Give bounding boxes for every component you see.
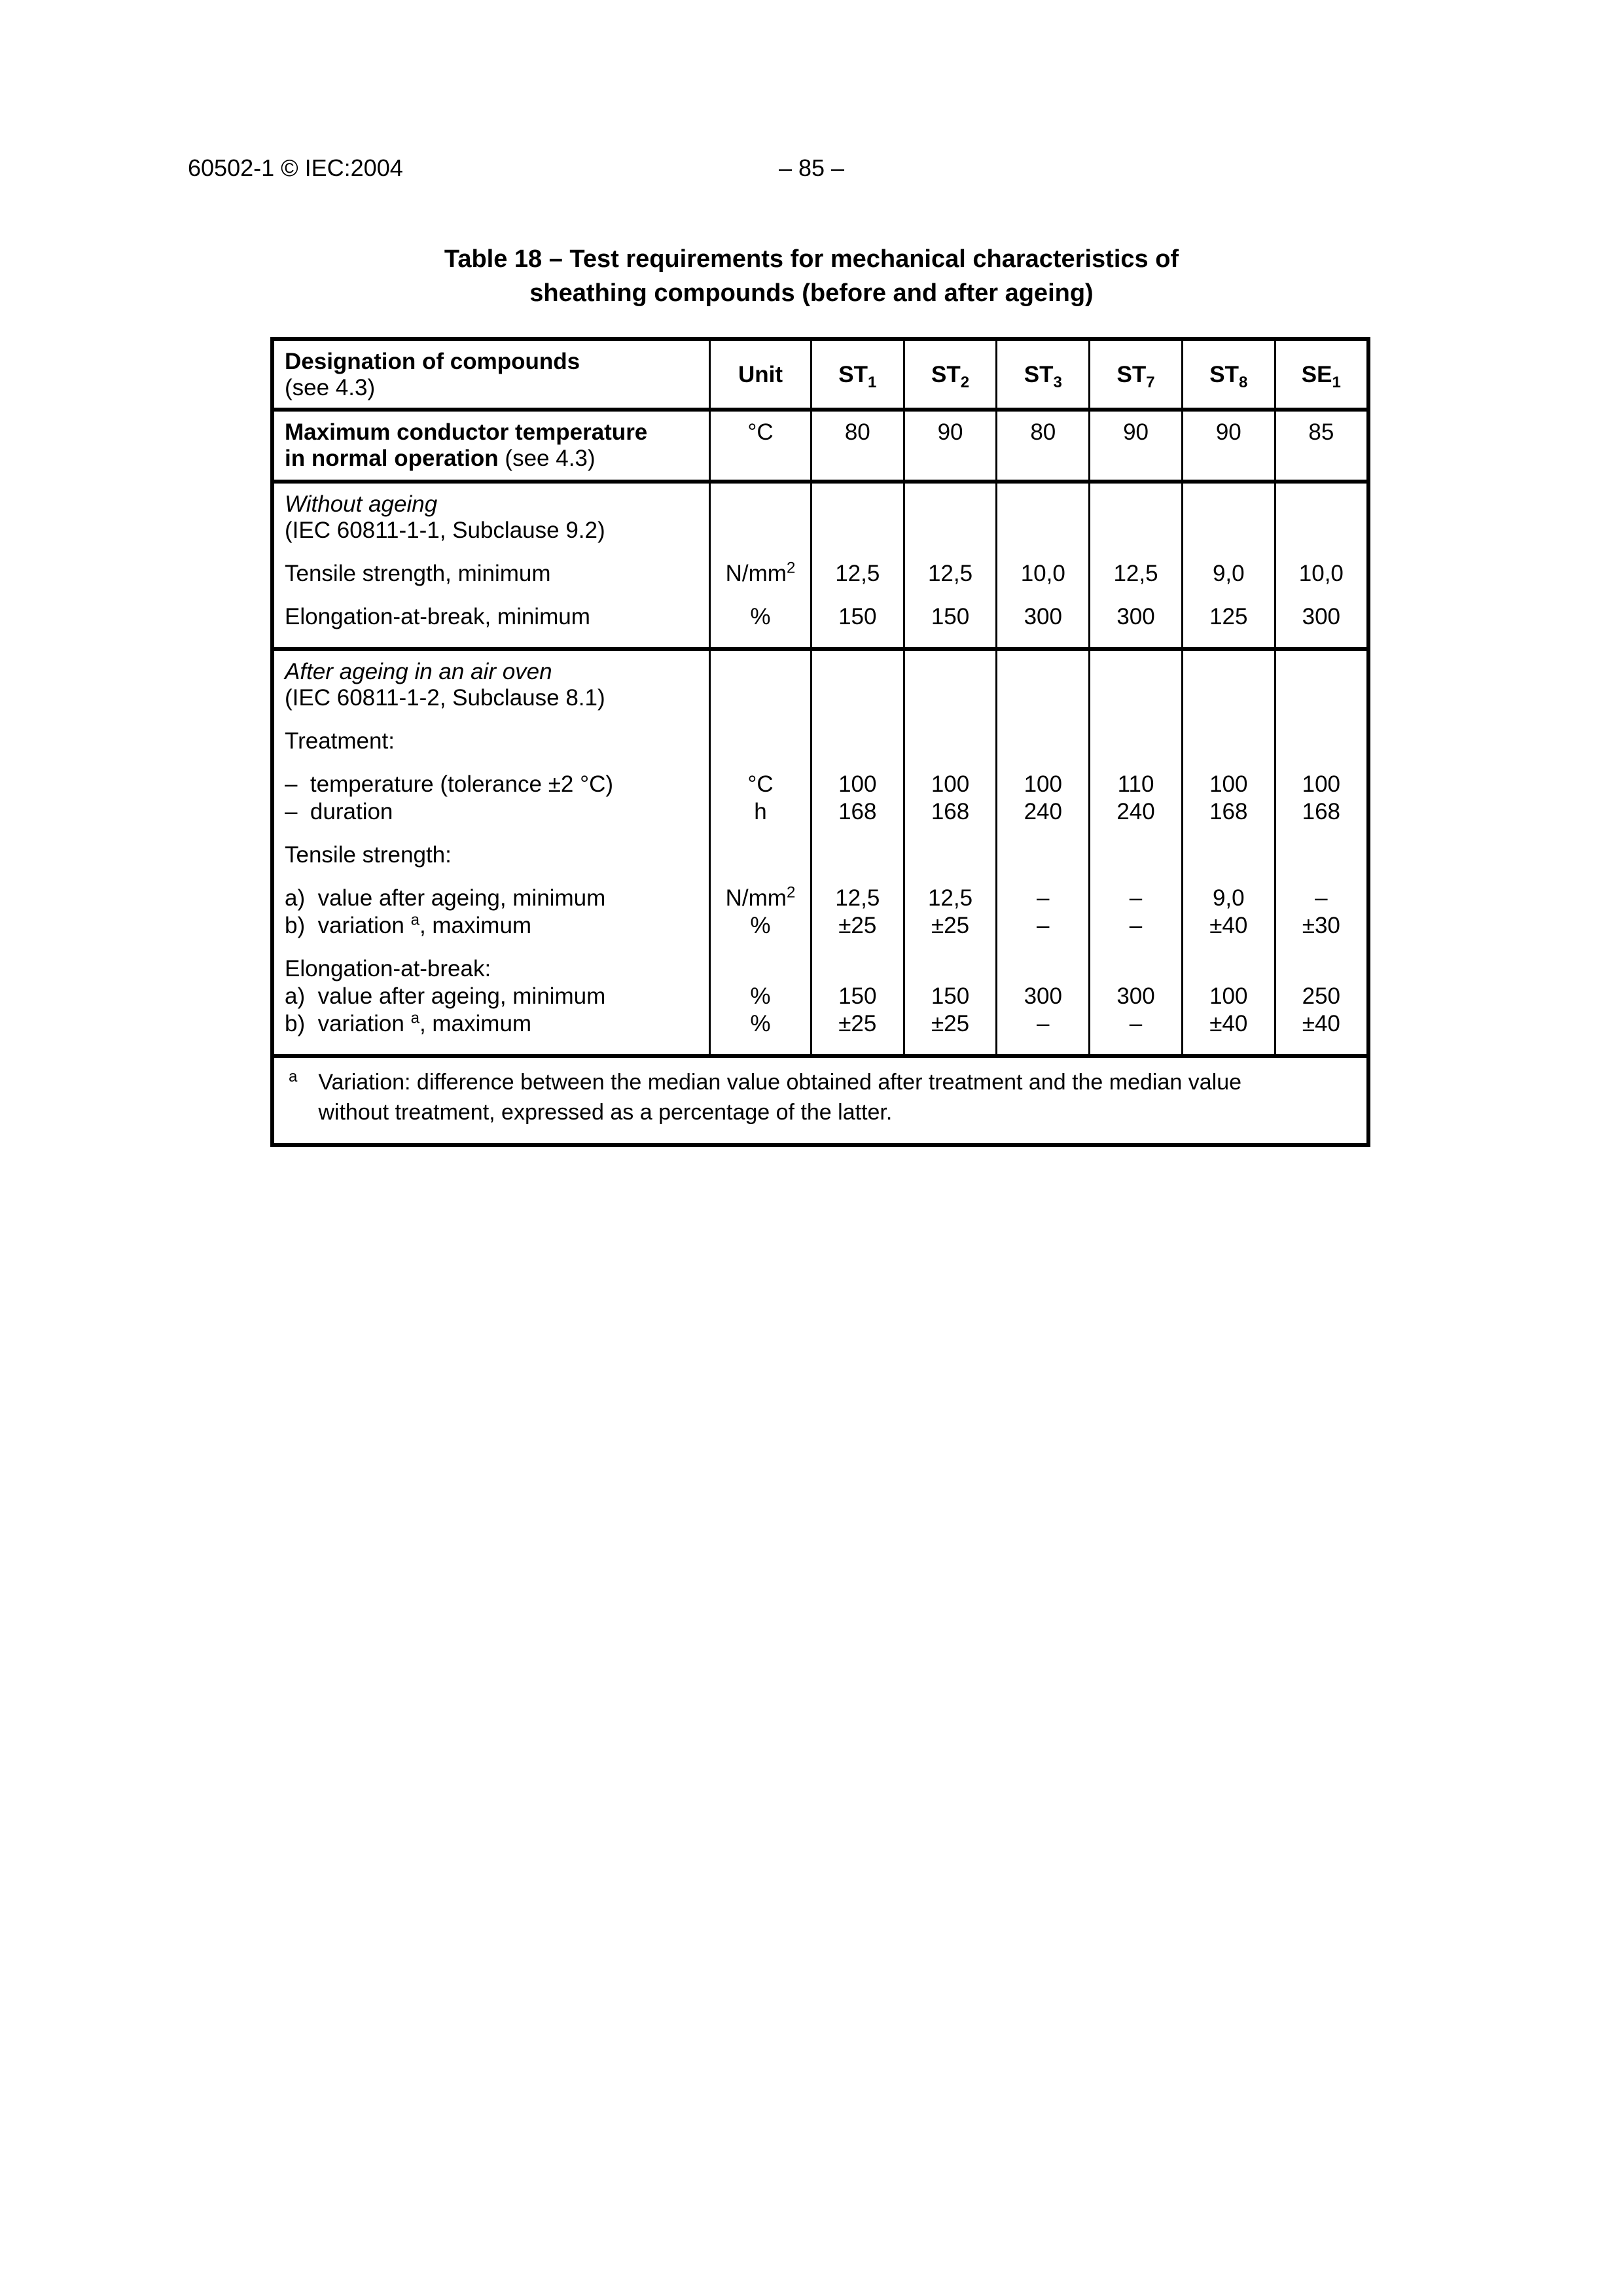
value-cell-st7: 240 [1090, 798, 1183, 825]
row-label: a) value after ageing, minimum [285, 983, 606, 1009]
row-label: b) variation $^a$, maximum [272, 1010, 710, 1056]
value-cell-st8: ±40 [1182, 1010, 1275, 1056]
empty-cell [811, 939, 904, 982]
empty-cell [1182, 649, 1275, 711]
table-title-line2: sheathing compounds (before and after ageing) [529, 279, 1094, 307]
empty-cell [710, 939, 812, 982]
value-cell-st7: 300 [1090, 587, 1183, 649]
empty-cell [710, 711, 812, 754]
col-header-st1: $ST_1$ [811, 339, 904, 410]
empty-cell [904, 482, 997, 544]
value-cell-se1: ±40 [1275, 1010, 1368, 1056]
value-cell-st1: 150 [811, 982, 904, 1010]
value-cell-st8: ±40 [1182, 911, 1275, 939]
unit-cell: °C [710, 754, 812, 798]
empty-cell [1090, 711, 1183, 754]
footnote-cell [272, 1056, 1368, 1145]
row-after-ageing-heading [272, 649, 1368, 711]
value-cell-st3: – [997, 911, 1090, 939]
value-cell-st7: 90 [1090, 410, 1183, 482]
col-header-unit: Unit [710, 339, 812, 410]
row-elongation-heading [272, 939, 1368, 982]
row-label: Treatment: [285, 728, 395, 754]
footnote-text: Variation: difference between the median value obtained after treatment and the median value without treatment, expressed as a percentage of the latter. [318, 1070, 1242, 1125]
empty-cell [904, 649, 997, 711]
value-cell-st3: – [997, 1010, 1090, 1056]
row-label: – temperature (tolerance ±2 °C) [285, 771, 614, 797]
page-number: – 85 – [778, 154, 845, 181]
row-label: Tensile strength, minimum [285, 561, 551, 586]
unit-cell: % [710, 1010, 812, 1056]
value-cell-st1: 12,5 [811, 544, 904, 587]
value-cell-st3: – [997, 868, 1090, 911]
unit-cell: % [710, 587, 812, 649]
empty-cell [1275, 939, 1368, 982]
value-cell-st1: 150 [811, 587, 904, 649]
empty-cell [997, 939, 1090, 982]
value-cell-st3: 300 [997, 587, 1090, 649]
unit-cell: $N/mm^2$ [710, 868, 812, 911]
row-tensile-value-after-ageing [272, 868, 1368, 911]
row-label: a) value after ageing, minimum [285, 885, 606, 911]
value-cell-st7: 110 [1090, 754, 1183, 798]
value-cell-st8: 90 [1182, 410, 1275, 482]
table-header-row [272, 339, 1368, 410]
empty-cell [1182, 825, 1275, 868]
table-title-line1: Table 18 – Test requirements for mechanical characteristics of [444, 245, 1179, 273]
empty-cell [1182, 482, 1275, 544]
value-cell-se1: ±30 [1275, 911, 1368, 939]
empty-cell [1275, 825, 1368, 868]
empty-cell [1182, 939, 1275, 982]
row-label: – duration [285, 799, 393, 824]
value-cell-st8: 100 [1182, 754, 1275, 798]
row-elongation-minimum [272, 587, 1368, 649]
value-cell-st2: ±25 [904, 1010, 997, 1056]
empty-cell [997, 649, 1090, 711]
row-treatment-heading [272, 711, 1368, 754]
col-header-st3: $ST_3$ [997, 339, 1090, 410]
empty-cell [904, 711, 997, 754]
value-cell-se1: – [1275, 868, 1368, 911]
empty-cell [1275, 649, 1368, 711]
table-title [0, 242, 1623, 310]
unit-cell: % [710, 982, 812, 1010]
col-header-se1: $SE_1$ [1275, 339, 1368, 410]
empty-cell [710, 482, 812, 544]
unit-cell: % [710, 911, 812, 939]
value-cell-se1: 250 [1275, 982, 1368, 1010]
empty-cell [1275, 482, 1368, 544]
empty-cell [1090, 482, 1183, 544]
value-cell-st7: 300 [1090, 982, 1183, 1010]
value-cell-st2: 150 [904, 982, 997, 1010]
value-cell-st8: 9,0 [1182, 868, 1275, 911]
value-cell-st1: 100 [811, 754, 904, 798]
footnote-marker: a [289, 1068, 298, 1086]
empty-cell [1275, 711, 1368, 754]
value-cell-se1: 168 [1275, 798, 1368, 825]
row-tensile-strength-minimum [272, 544, 1368, 587]
row-tensile-strength-heading [272, 825, 1368, 868]
row-treatment-temperature [272, 754, 1368, 798]
row-elongation-value-after-ageing [272, 982, 1368, 1010]
unit-cell: °C [710, 410, 812, 482]
value-cell-st8: 168 [1182, 798, 1275, 825]
value-cell-st1: 80 [811, 410, 904, 482]
row-footnote [272, 1056, 1368, 1145]
value-cell-st2: 12,5 [904, 868, 997, 911]
empty-cell [811, 711, 904, 754]
col-header-st8: $ST_8$ [1182, 339, 1275, 410]
designation-title: Designation of compounds [285, 349, 580, 374]
value-cell-st2: 12,5 [904, 544, 997, 587]
value-cell-st3: 10,0 [997, 544, 1090, 587]
row-tensile-variation [272, 911, 1368, 939]
value-cell-se1: 300 [1275, 587, 1368, 649]
value-cell-st3: 80 [997, 410, 1090, 482]
value-cell-st1: 168 [811, 798, 904, 825]
value-cell-st1: ±25 [811, 1010, 904, 1056]
table-18 [270, 337, 1370, 1147]
value-cell-st8: 9,0 [1182, 544, 1275, 587]
value-cell-st3: 100 [997, 754, 1090, 798]
row-label: Maximum conductor temperature in normal operation (see 4.3) [272, 410, 710, 482]
value-cell-st2: 168 [904, 798, 997, 825]
value-cell-st7: 12,5 [1090, 544, 1183, 587]
empty-cell [1090, 649, 1183, 711]
row-label: Tensile strength: [285, 842, 452, 868]
value-cell-st8: 125 [1182, 587, 1275, 649]
row-label: Elongation-at-break: [285, 956, 491, 981]
value-cell-se1: 85 [1275, 410, 1368, 482]
section-heading: Without ageing (IEC 60811-1-1, Subclause 9.2) [285, 491, 605, 543]
value-cell-st7: – [1090, 911, 1183, 939]
row-label: b) variation $^a$, maximum [285, 911, 532, 938]
empty-cell [710, 825, 812, 868]
value-cell-st3: 300 [997, 982, 1090, 1010]
designation-note: (see 4.3) [285, 375, 376, 400]
empty-cell [1182, 711, 1275, 754]
value-cell-st1: ±25 [811, 911, 904, 939]
empty-cell [811, 825, 904, 868]
value-cell-st7: – [1090, 1010, 1183, 1056]
value-cell-st2: ±25 [904, 911, 997, 939]
value-cell-se1: 10,0 [1275, 544, 1368, 587]
value-cell-se1: 100 [1275, 754, 1368, 798]
value-cell-st7: – [1090, 868, 1183, 911]
document-reference: 60502-1 © IEC:2004 [188, 154, 403, 181]
empty-cell [997, 825, 1090, 868]
empty-cell [904, 825, 997, 868]
row-without-ageing-heading [272, 482, 1368, 544]
value-cell-st2: 150 [904, 587, 997, 649]
unit-cell: $N/mm^2$ [710, 544, 812, 587]
empty-cell [904, 939, 997, 982]
row-treatment-duration [272, 798, 1368, 825]
value-cell-st3: 240 [997, 798, 1090, 825]
empty-cell [1090, 939, 1183, 982]
value-cell-st1: 12,5 [811, 868, 904, 911]
empty-cell [997, 482, 1090, 544]
empty-cell [997, 711, 1090, 754]
unit-cell: h [710, 798, 812, 825]
empty-cell [811, 482, 904, 544]
empty-cell [811, 649, 904, 711]
value-cell-st2: 90 [904, 410, 997, 482]
row-elongation-variation [272, 1010, 1368, 1056]
value-cell-st8: 100 [1182, 982, 1275, 1010]
col-header-st2: $ST_2$ [904, 339, 997, 410]
section-heading: After ageing in an air oven (IEC 60811-1-2, Subclause 8.1) [285, 659, 605, 711]
row-label: Elongation-at-break, minimum [272, 587, 710, 649]
row-max-conductor-temperature [272, 410, 1368, 482]
empty-cell [710, 649, 812, 711]
empty-cell [1090, 825, 1183, 868]
value-cell-st2: 100 [904, 754, 997, 798]
col-header-designation [272, 339, 710, 410]
col-header-st7: $ST_7$ [1090, 339, 1183, 410]
